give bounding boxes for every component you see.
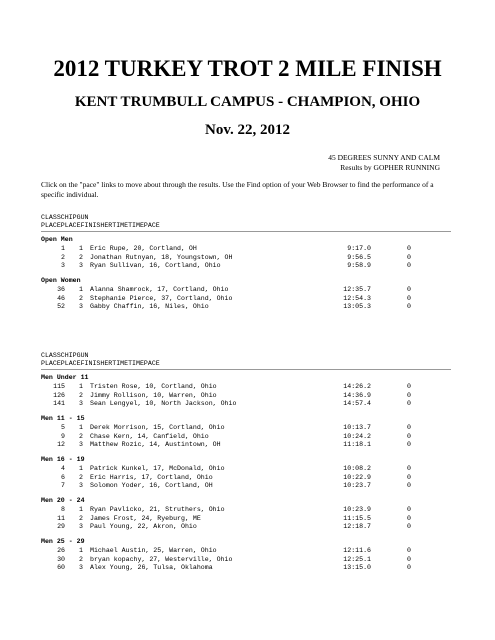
table-row	[41, 295, 451, 304]
class-place: 2	[79, 473, 83, 481]
header-divider	[41, 231, 451, 232]
page-title: 2012 TURKEY TROT 2 MILE FINISH	[53, 56, 442, 81]
finisher-name: bryan kopachy, 27, Westerville, Ohio	[90, 555, 233, 563]
header-place: PLACE	[41, 222, 61, 229]
finisher-name: Patrick Kunkel, 17, McDonald, Ohio	[90, 465, 225, 472]
table-row	[41, 303, 451, 312]
finisher-name: Paul Young, 22, Akron, Ohio	[90, 523, 197, 530]
pace: 0	[407, 473, 411, 481]
overall-place: 7	[61, 482, 65, 489]
pace: 0	[407, 555, 411, 563]
table-row	[41, 482, 451, 491]
class-place: 3	[79, 262, 83, 269]
header-chip: CHIP	[60, 214, 77, 221]
table-header-row-1	[41, 214, 451, 222]
overall-place: 60	[57, 564, 65, 571]
finisher-name: Derek Morrison, 15, Cortland, Ohio	[90, 424, 225, 431]
table-row	[41, 433, 451, 442]
category-heading: Open Women	[41, 277, 81, 284]
overall-place: 29	[57, 523, 65, 530]
finisher-name: Sean Lengyel, 10, North Jackson, Ohio	[90, 400, 237, 407]
pace: 0	[407, 514, 411, 522]
finisher-name: Matthew Rozic, 14, Austintown, OH	[90, 441, 221, 448]
finisher-name: Alex Young, 26, Tulsa, Oklahoma	[90, 564, 213, 571]
pace: 0	[407, 506, 411, 513]
overall-place: 115	[53, 383, 65, 390]
header-gun-time: TIME	[128, 360, 144, 367]
table-row	[41, 441, 451, 450]
class-place: 3	[79, 564, 83, 571]
pace: 0	[407, 253, 411, 261]
pace: 0	[407, 262, 411, 269]
page-subtitle: KENT TRUMBULL CAMPUS - CHAMPION, OHIO	[74, 94, 421, 110]
instructions-text: Click on the "pace" links to move about through the results. Use the Find option of your Web Browser to find the performance of a specific individual.	[41, 180, 434, 199]
class-place: 1	[79, 547, 83, 554]
class-place: 2	[79, 432, 83, 440]
class-place: 3	[79, 303, 83, 310]
class-place: 3	[79, 482, 83, 489]
overall-place: 46	[57, 294, 65, 302]
finisher-name: Chase Kern, 14, Canfield, Ohio	[90, 432, 209, 440]
header-gun-time: TIME	[128, 222, 144, 229]
gun-time: 9:58.9	[347, 262, 371, 269]
table-row	[41, 383, 451, 392]
gun-time: 14:26.2	[343, 383, 371, 390]
finisher-name: Stephanie Pierce, 37, Cortland, Ohio	[90, 294, 233, 302]
header-chip: CHIP	[60, 352, 77, 359]
gun-time: 12:11.6	[343, 547, 371, 554]
class-place: 1	[79, 286, 83, 293]
table-row	[41, 523, 451, 532]
overall-place: 8	[61, 506, 65, 513]
table-row	[41, 474, 451, 483]
class-place: 2	[79, 253, 83, 261]
table-row	[41, 245, 451, 254]
gun-time: 9:17.0	[347, 245, 371, 252]
overall-place: 4	[61, 465, 65, 472]
gun-time: 10:23.9	[343, 506, 371, 513]
overall-place: 30	[57, 555, 65, 563]
finisher-name: Jonathan Rutnyan, 18, Youngstown, OH	[90, 253, 233, 261]
table-row	[41, 556, 451, 565]
category-heading: Men 20 - 24	[41, 497, 85, 504]
pace: 0	[407, 391, 411, 399]
gun-time: 10:08.2	[343, 465, 371, 472]
gun-time: 14:36.9	[343, 391, 371, 399]
table-row	[41, 262, 451, 271]
header-class-place: PLACE	[60, 360, 81, 367]
gun-time: 10:24.2	[343, 432, 371, 440]
overall-place: 26	[57, 547, 65, 554]
table-row	[41, 400, 451, 409]
class-place: 1	[79, 383, 83, 390]
gun-time: 13:05.3	[343, 303, 371, 310]
overall-place: 5	[61, 424, 65, 431]
header-gun: GUN	[76, 352, 89, 359]
finisher-name: Michael Austin, 25, Warren, Ohio	[90, 547, 217, 554]
pace: 0	[407, 303, 411, 310]
finisher-name: James Frost, 24, Ryeburg, ME	[90, 514, 201, 522]
pace: 0	[407, 424, 411, 431]
overall-place: 36	[57, 286, 65, 293]
table-header-row-2	[41, 222, 451, 230]
class-place: 3	[79, 523, 83, 530]
finisher-name: Tristen Rose, 10, Cortland, Ohio	[90, 383, 217, 390]
gun-time: 12:25.1	[343, 555, 371, 563]
table-row	[41, 465, 451, 474]
class-place: 1	[79, 245, 83, 252]
pace: 0	[407, 465, 411, 472]
class-place: 1	[79, 506, 83, 513]
overall-place: 1	[61, 245, 65, 252]
finisher-name: Gabby Chaffin, 16, Niles, Ohio	[90, 303, 209, 310]
pace: 0	[407, 286, 411, 293]
weather-conditions: 45 DEGREES SUNNY AND CALM	[328, 153, 440, 162]
gun-time: 10:22.9	[343, 473, 371, 481]
class-place: 1	[79, 424, 83, 431]
overall-place: 52	[57, 303, 65, 310]
header-class: CLASS	[41, 214, 61, 221]
header-class-place: PLACE	[60, 222, 81, 229]
overall-place: 3	[61, 262, 65, 269]
table-row	[41, 515, 451, 524]
gun-time: 12:35.7	[343, 286, 371, 293]
gun-time: 11:18.1	[343, 441, 371, 448]
category-heading: Men 16 - 19	[41, 456, 85, 463]
table-header-row-2	[41, 360, 451, 368]
overall-place: 126	[53, 391, 65, 399]
header-finisher: FINISHER	[80, 360, 113, 367]
header-finisher: FINISHER	[80, 222, 113, 229]
finisher-name: Ryan Pavlicko, 21, Struthers, Ohio	[90, 506, 225, 513]
header-pace: PACE	[143, 360, 160, 367]
header-divider	[41, 369, 451, 370]
pace: 0	[407, 383, 411, 390]
gun-time: 12:54.3	[343, 294, 371, 302]
overall-place: 9	[61, 432, 65, 440]
pace: 0	[407, 245, 411, 252]
race-date: Nov. 22, 2012	[204, 122, 290, 138]
table-row	[41, 564, 451, 573]
header-class: CLASS	[41, 352, 61, 359]
gun-time: 10:13.7	[343, 424, 371, 431]
pace: 0	[407, 564, 411, 571]
pace: 0	[407, 523, 411, 530]
finisher-name: Eric Harris, 17, Cortland, Ohio	[90, 473, 213, 481]
table-row	[41, 254, 451, 263]
pace: 0	[407, 432, 411, 440]
table-row	[41, 286, 451, 295]
class-place: 3	[79, 400, 83, 407]
class-place: 1	[79, 465, 83, 472]
category-heading: Open Men	[41, 236, 73, 243]
gun-time: 12:18.7	[343, 523, 371, 530]
header-place: PLACE	[41, 360, 61, 367]
class-place: 2	[79, 514, 83, 522]
pace: 0	[407, 482, 411, 489]
category-heading: Men Under 11	[41, 374, 89, 381]
pace: 0	[407, 294, 411, 302]
overall-place: 141	[53, 400, 65, 407]
class-place: 2	[79, 555, 83, 563]
table-row	[41, 506, 451, 515]
pace: 0	[407, 400, 411, 407]
table-row	[41, 424, 451, 433]
table-row	[41, 392, 451, 401]
gun-time: 13:15.0	[343, 564, 371, 571]
finisher-name: Solomon Yoder, 16, Cortland, OH	[90, 482, 213, 489]
gun-time: 9:56.5	[347, 253, 371, 261]
results-credit: Results by GOPHER RUNNING	[340, 163, 440, 172]
class-place: 3	[79, 441, 83, 448]
pace: 0	[407, 547, 411, 554]
overall-place: 12	[57, 441, 65, 448]
header-chip-time: TIME	[112, 360, 129, 367]
category-heading: Men 11 - 15	[41, 415, 85, 422]
finisher-name: Ryan Sullivan, 16, Cortland, Ohio	[90, 262, 221, 269]
gun-time: 10:23.7	[343, 482, 371, 489]
class-place: 2	[79, 391, 83, 399]
finisher-name: Alanna Shamrock, 17, Cortland, Ohio	[90, 286, 229, 293]
class-place: 2	[79, 294, 83, 302]
header-pace: PACE	[143, 222, 160, 229]
overall-place: 6	[61, 473, 65, 481]
gun-time: 14:57.4	[343, 400, 371, 407]
table-row	[41, 547, 451, 556]
header-chip-time: TIME	[112, 222, 129, 229]
gun-time: 11:15.5	[343, 514, 371, 522]
header-gun: GUN	[76, 214, 89, 221]
category-heading: Men 25 - 29	[41, 538, 85, 545]
overall-place: 2	[61, 253, 65, 261]
finisher-name: Eric Rupe, 20, Cortland, OH	[90, 245, 197, 252]
pace: 0	[407, 441, 411, 448]
overall-place: 11	[57, 514, 65, 522]
finisher-name: Jimmy Rollison, 10, Warren, Ohio	[90, 391, 217, 399]
table-header-row-1	[41, 352, 451, 360]
